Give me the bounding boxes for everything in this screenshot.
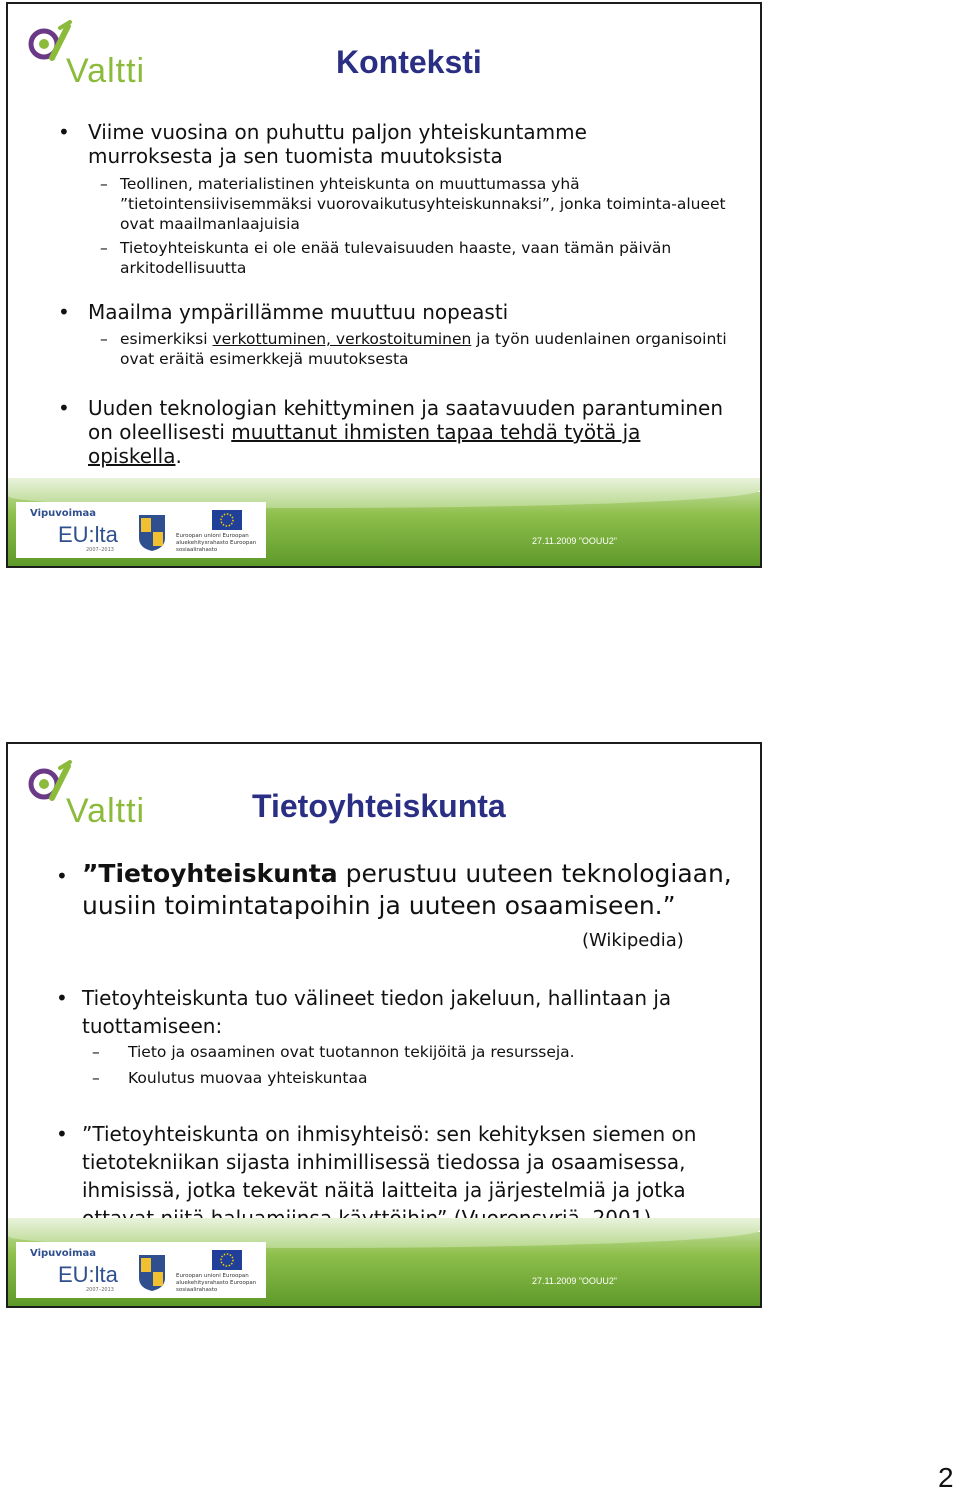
logo-text: Valtti [66,792,146,830]
bullet-marker: • [56,864,68,888]
bullet-item [8,1120,732,1232]
citation: (Wikipedia) [582,930,684,951]
bullet-text: Tietoyhteiskunta tuo välineet tiedon jakeluun, hallintaan ja tuottamiseen: [82,986,672,1038]
slide-title: Konteksti [336,44,482,80]
slide-konteksti [6,2,762,568]
footer-date: 27.11.2009 ”OOUU2” [532,1276,617,1286]
bullet-text-rest: perustuu uuteen teknologiaan, uusiin toimintatapoihin ja uuteen osaamiseen.” [82,859,732,920]
bullet-text-pre: Uuden teknologian kehittyminen ja saatavuuden parantuminen on oleellisesti [88,396,724,444]
vipuvoimaa-text: Vipuvoimaa [30,1248,97,1259]
sub-bullet-text [120,329,730,369]
sub-bullet-text: Tietoyhteiskunta ei ole enää tulevaisuuden haaste, vaan tämän päivän arkitodellisuutta [120,239,672,277]
eu-flag-icon [212,1250,242,1270]
logo-text: Valtti [66,52,146,90]
bullet-item [8,984,702,1040]
sub-bullet-item [8,1068,367,1088]
bullet-item [8,120,648,168]
sub-bullet-text-pre: esimerkiksi [120,330,213,348]
bullet-text: ”Tietoyhteiskunta on ihmisyhteisö: sen kehityksen siemen on tietotekniikan sijasta inhimillisessä tiedossa ja osaamisessa, ihmisissä, jotka tekevät näitä laitteita ja järjestelmiä ja jotka [82,1122,697,1202]
eu-lta-text: EU:lta [58,522,118,547]
dash-marker: – [92,1043,100,1061]
bullet-item [8,300,508,324]
eu-lta-text: EU:lta [58,1262,118,1287]
sub-bullet-text: Teollinen, materialistinen yhteiskunta on muuttumassa yhä ”tietointensiivisemmäksi vuorovaikutusyhteiskunnaksi”, jonka toiminta-alueet ovat maailmanlaajuisia [120,175,726,233]
slide-footer [8,1232,760,1306]
sub-bullet-item [8,1042,575,1062]
bullet-text-bold: ”Tietoyhteiskunta [82,859,338,888]
years-text: 2007–2013 [86,1287,114,1293]
dash-marker: – [92,1069,100,1087]
eu-flag-icon [212,510,242,530]
page-number: 2 [938,1462,954,1493]
vipuvoimaa-text: Vipuvoimaa [30,508,97,519]
sub-bullet-text: Tieto ja osaaminen ovat tuotannon tekijöitä ja resursseja. [128,1043,575,1061]
slide-footer [8,492,760,566]
bullet-text [88,396,738,468]
footer-date: 27.11.2009 ”OOUU2” [532,536,617,546]
bullet-marker: • [56,1122,68,1146]
eu-funding-badge [16,502,266,558]
dash-marker: – [100,239,108,257]
sub-bullet-text: Koulutus muovaa yhteiskuntaa [128,1069,368,1087]
bullet-text: Viime vuosina on puhuttu paljon yhteiskuntamme murroksesta ja sen tuomista muutoksista [88,120,587,168]
bullet-text [82,858,732,922]
sub-bullet-item [8,174,730,234]
finland-coat-of-arms-icon [138,514,166,552]
underlined-link-text: verkottuminen, verkostoituminen [212,330,472,348]
bullet-marker: • [56,986,68,1010]
bullet-item [8,396,738,468]
years-text: 2007–2013 [86,547,114,553]
slide-title: Tietoyhteiskunta [252,788,506,824]
bullet-marker: • [58,396,70,420]
bullet-item [8,858,732,922]
bullet-marker: • [58,300,70,324]
valtti-logo [24,18,174,94]
sub-bullet-item [8,329,730,369]
eu-caption: Euroopan unioni Euroopan aluekehitysrahasto Euroopan sosiaalirahasto [176,533,257,553]
bullet-marker: • [58,120,70,144]
eu-funding-badge [16,1242,266,1298]
dash-marker: – [100,175,108,193]
eu-caption: Euroopan unioni Euroopan aluekehitysrahasto Euroopan sosiaalirahasto [176,1273,257,1293]
finland-coat-of-arms-icon [138,1254,166,1292]
bullet-text-post: . [175,444,182,468]
sub-bullet-text-post: ja työn uudenlainen organisointi ovat eräitä esimerkkejä muutoksesta [120,330,727,368]
valtti-logo [24,758,174,834]
underlined-link-text: muuttanut ihmisten tapaa tehdä työtä ja opiskella [88,420,641,468]
slide-tietoyhteiskunta [6,742,762,1308]
sub-bullet-item [8,238,730,278]
dash-marker: – [100,330,108,348]
bullet-text: Maailma ympärillämme muuttuu nopeasti [88,300,509,324]
